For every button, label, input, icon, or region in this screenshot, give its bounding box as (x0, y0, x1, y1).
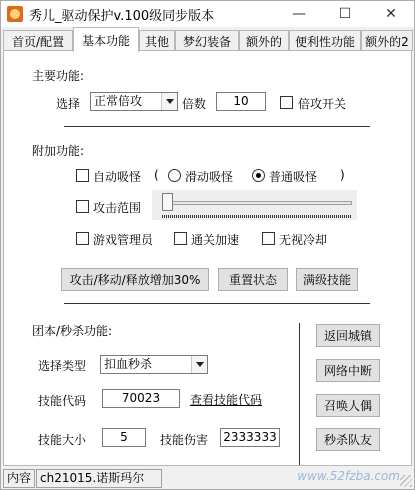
max-skill-button[interactable]: 满级技能 (296, 268, 358, 291)
chevron-down-icon[interactable] (161, 93, 177, 110)
auto-pull-label: 自动吸怪 (93, 170, 142, 184)
extra-section-title: 附加功能: (32, 144, 85, 158)
view-skill-codes-link[interactable]: 查看技能代码 (190, 393, 263, 407)
side-divider (299, 323, 300, 465)
divider (64, 126, 370, 127)
tab-extra-2[interactable]: 额外的2 (361, 30, 413, 51)
window-title: 秀儿_驱动保护v.100级同步版本 (29, 9, 215, 24)
attack-range-checkbox[interactable] (76, 200, 89, 213)
watermark: www.52fzba.com (297, 469, 400, 483)
skill-size-input[interactable]: 5 (102, 428, 146, 447)
slider-track (162, 201, 352, 205)
skill-damage-input[interactable]: 2333333 (220, 428, 280, 447)
divider (64, 303, 370, 304)
tab-extra[interactable]: 额外的 (239, 30, 289, 51)
kill-party-button[interactable]: 秒杀队友 (316, 428, 380, 451)
slider-ticks (162, 215, 352, 218)
clear-accel-checkbox[interactable] (174, 232, 187, 245)
reset-state-button[interactable]: 重置状态 (218, 268, 288, 291)
title-bar (1, 1, 414, 27)
slide-pull-label: 滑动吸怪 (185, 170, 234, 184)
kill-type-select[interactable] (100, 355, 208, 374)
status-cell-channel: ch21015.诺斯玛尔 (36, 469, 162, 488)
tab-home-config[interactable]: 首页/配置 (3, 30, 73, 51)
skill-damage-label: 技能伤害 (160, 433, 209, 447)
attack-toggle-label: 倍攻开关 (298, 97, 347, 111)
game-admin-checkbox[interactable] (76, 232, 89, 245)
tab-other[interactable]: 其他 (139, 30, 175, 51)
normal-pull-radio[interactable] (252, 169, 265, 182)
ignore-cooldown-label: 无视冷却 (279, 233, 328, 247)
skill-code-label: 技能代码 (38, 394, 87, 408)
game-admin-label: 游戏管理员 (93, 233, 154, 247)
return-town-button[interactable]: 返回城镇 (316, 324, 380, 347)
attack-range-slider[interactable] (152, 190, 357, 220)
attack-toggle-checkbox[interactable] (280, 96, 293, 109)
close-button[interactable]: ✕ (385, 6, 397, 22)
attack-mode-value: 正常倍攻 (94, 94, 143, 108)
attack-mode-select[interactable] (90, 92, 178, 111)
skill-size-label: 技能大小 (38, 433, 87, 447)
type-label: 选择类型 (38, 359, 87, 373)
network-break-button[interactable]: 网络中断 (316, 359, 380, 382)
app-icon (7, 6, 23, 22)
kill-type-value: 扣血秒杀 (104, 357, 153, 371)
resize-grip-icon[interactable] (400, 475, 412, 487)
main-section-title: 主要功能: (32, 69, 85, 83)
multiplier-input[interactable]: 10 (216, 92, 266, 111)
slide-pull-radio[interactable] (168, 169, 181, 182)
ignore-cooldown-checkbox[interactable] (262, 232, 275, 245)
normal-pull-label: 普通吸怪 (269, 170, 318, 184)
tab-convenience[interactable]: 便利性功能 (289, 30, 361, 51)
select-label: 选择 (56, 97, 81, 111)
paren-open: ( (154, 168, 159, 182)
attack-range-label: 攻击范围 (93, 201, 142, 215)
auto-pull-checkbox[interactable] (76, 169, 89, 182)
maximize-button[interactable]: ☐ (338, 6, 352, 22)
summon-doll-button[interactable]: 召唤人偶 (316, 394, 380, 417)
tab-strip (1, 27, 414, 51)
tab-dream-equipment[interactable]: 梦幻装备 (175, 30, 239, 51)
chevron-down-icon[interactable] (191, 356, 207, 373)
clear-accel-label: 通关加速 (191, 233, 240, 247)
multiplier-label: 倍数 (182, 97, 207, 111)
status-cell-content: 内容 (3, 469, 35, 488)
boost-30-button[interactable]: 攻击/移动/释放增加30% (61, 268, 209, 291)
tab-panel-basic (3, 50, 412, 466)
slider-thumb[interactable] (162, 193, 173, 211)
skill-code-input[interactable]: 70023 (102, 389, 180, 408)
paren-close: ) (340, 168, 345, 182)
minimize-button[interactable]: — (292, 6, 306, 22)
team-section-title: 团本/秒杀功能: (32, 324, 113, 338)
tab-basic-functions[interactable]: 基本功能 (73, 27, 139, 52)
